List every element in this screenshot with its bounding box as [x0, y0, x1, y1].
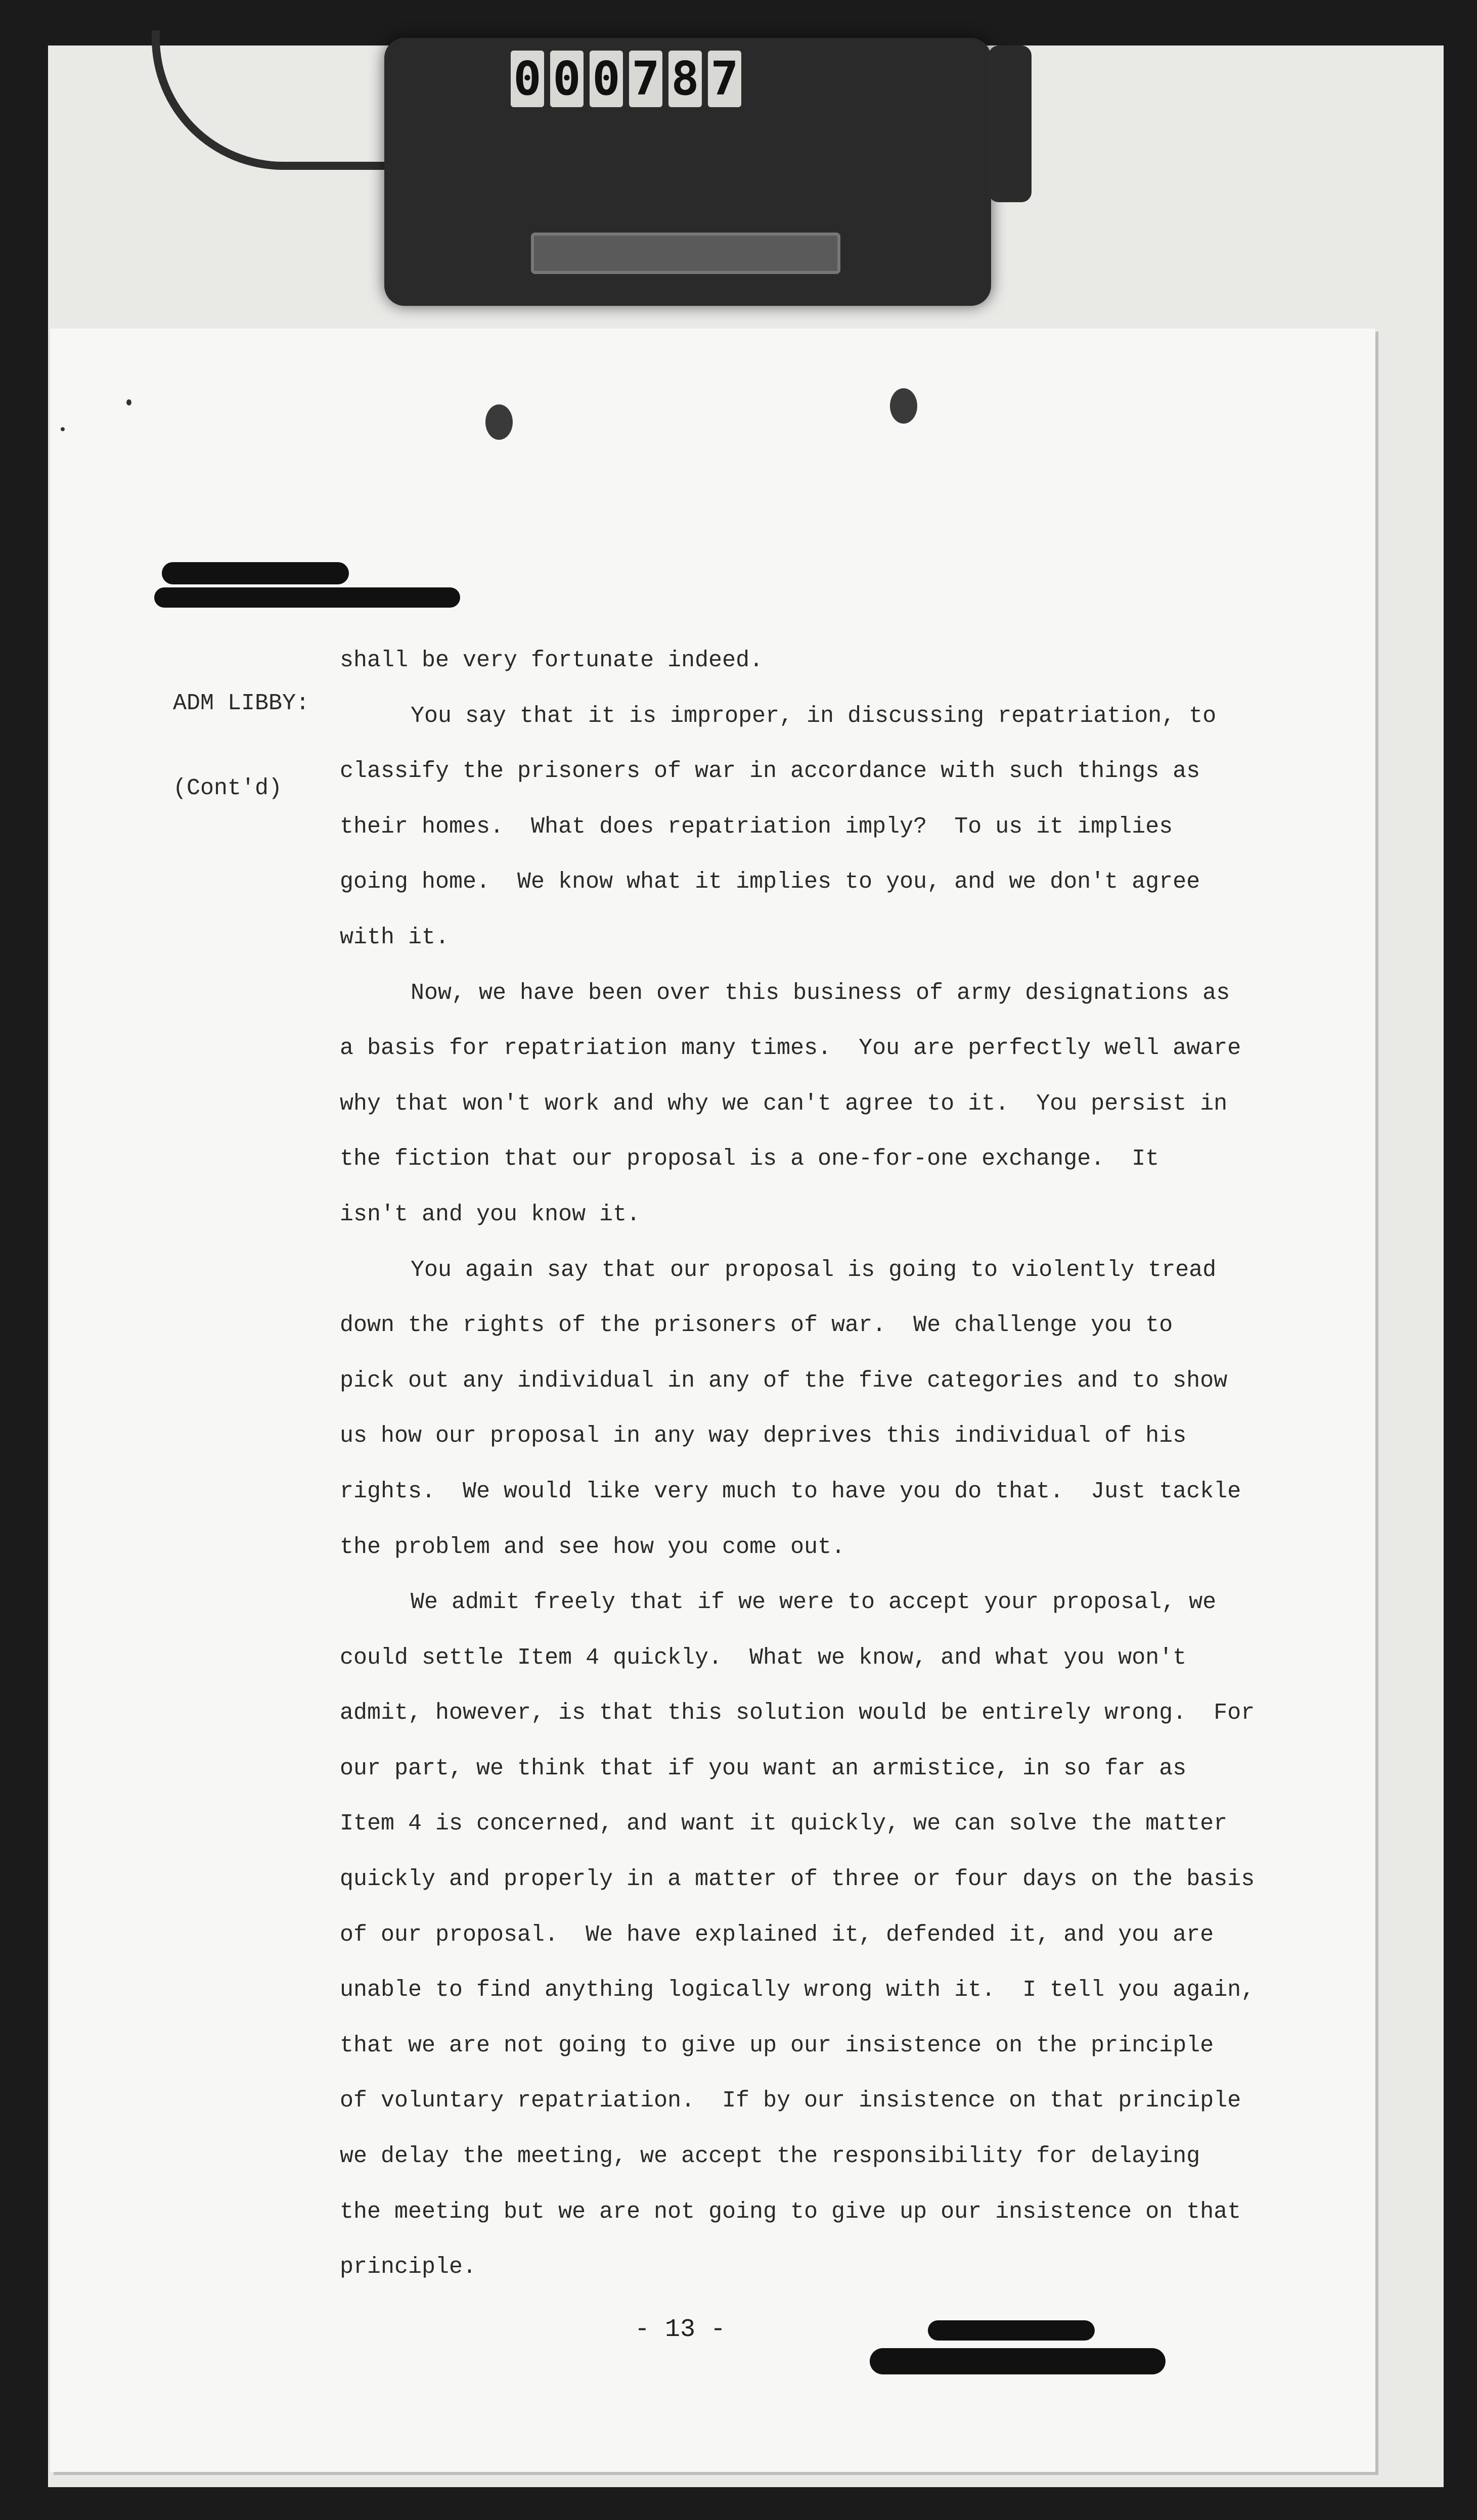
speaker-name: ADM LIBBY:: [173, 691, 310, 716]
text-line: with it.: [340, 924, 450, 950]
text-line: the meeting but we are not going to give up our insistence on that: [340, 2198, 1241, 2225]
text-line: principle.: [340, 2254, 477, 2280]
text-line: We admit freely that if we were to accept your proposal, we: [411, 1589, 1217, 1616]
text-line: quickly and properly in a matter of three or four days on the basis: [340, 1866, 1255, 1893]
transcript-body: [340, 633, 1280, 2295]
counter-digit: 0: [590, 51, 623, 107]
text-line: their homes. What does repatriation imply? To us it implies: [340, 813, 1173, 840]
counter-digit: 7: [708, 51, 741, 107]
redaction-mark: [928, 2320, 1095, 2341]
punch-hole: [890, 388, 917, 424]
text-line: the fiction that our proposal is a one-for-one exchange. It: [340, 1146, 1159, 1172]
text-line: that we are not going to give up our insistence on the principle: [340, 2032, 1214, 2058]
text-line: Item 4 is concerned, and want it quickly, we can solve the matter: [340, 1811, 1228, 1837]
speck: [126, 399, 131, 405]
frame-counter: [511, 51, 741, 109]
redaction-mark: [870, 2348, 1166, 2374]
text-line: a basis for repatriation many times. You are perfectly well aware: [340, 1035, 1241, 1062]
redaction-mark: [154, 587, 460, 608]
counter-digit: 0: [511, 51, 544, 107]
text-line: You again say that our proposal is going to violently tread: [411, 1257, 1217, 1283]
text-line: why that won't work and why we can't agree to it. You persist in: [340, 1090, 1228, 1117]
text-line: down the rights of the prisoners of war. We challenge you to: [340, 1312, 1173, 1339]
speaker-label: [173, 633, 309, 859]
text-line: going home. We know what it implies to you, and we don't agree: [340, 869, 1200, 895]
text-line: rights. We would like very much to have you do that. Just tackle: [340, 1478, 1241, 1504]
text-line: You say that it is improper, in discussing repatriation, to: [411, 703, 1217, 729]
text-line: admit, however, is that this solution would be entirely wrong. For: [340, 1700, 1255, 1726]
page-number: - 13 -: [635, 2315, 726, 2344]
text-line: of voluntary repatriation. If by our insistence on that principle: [340, 2088, 1241, 2114]
text-line: the problem and see how you come out.: [340, 1534, 845, 1560]
redaction-mark: [162, 562, 349, 584]
text-line: us how our proposal in any way deprives this individual of his: [340, 1423, 1187, 1449]
text-line: pick out any individual in any of the five categories and to show: [340, 1367, 1228, 1394]
counter-label-plate: [531, 233, 840, 274]
text-line: Now, we have been over this business of army designations as: [411, 980, 1230, 1006]
speaker-continued: (Cont'd): [173, 775, 283, 801]
text-line: we delay the meeting, we accept the responsibility for delaying: [340, 2143, 1200, 2170]
counter-digit: 7: [629, 51, 662, 107]
text-line: shall be very fortunate indeed.: [340, 648, 764, 673]
punch-hole: [485, 404, 513, 440]
speck: [61, 427, 65, 431]
counter-digit: 8: [668, 51, 702, 107]
text-line: isn't and you know it.: [340, 1201, 641, 1227]
text-line: could settle Item 4 quickly. What we know, and what you won't: [340, 1644, 1187, 1671]
counter-digit: 0: [550, 51, 584, 107]
text-line: unable to find anything logically wrong with it. I tell you again,: [340, 1977, 1255, 2003]
text-line: of our proposal. We have explained it, defended it, and you are: [340, 1921, 1214, 1948]
text-line: our part, we think that if you want an armistice, in so far as: [340, 1755, 1187, 1781]
counter-knob: [989, 45, 1032, 202]
text-line: classify the prisoners of war in accordance with such things as: [340, 758, 1200, 785]
